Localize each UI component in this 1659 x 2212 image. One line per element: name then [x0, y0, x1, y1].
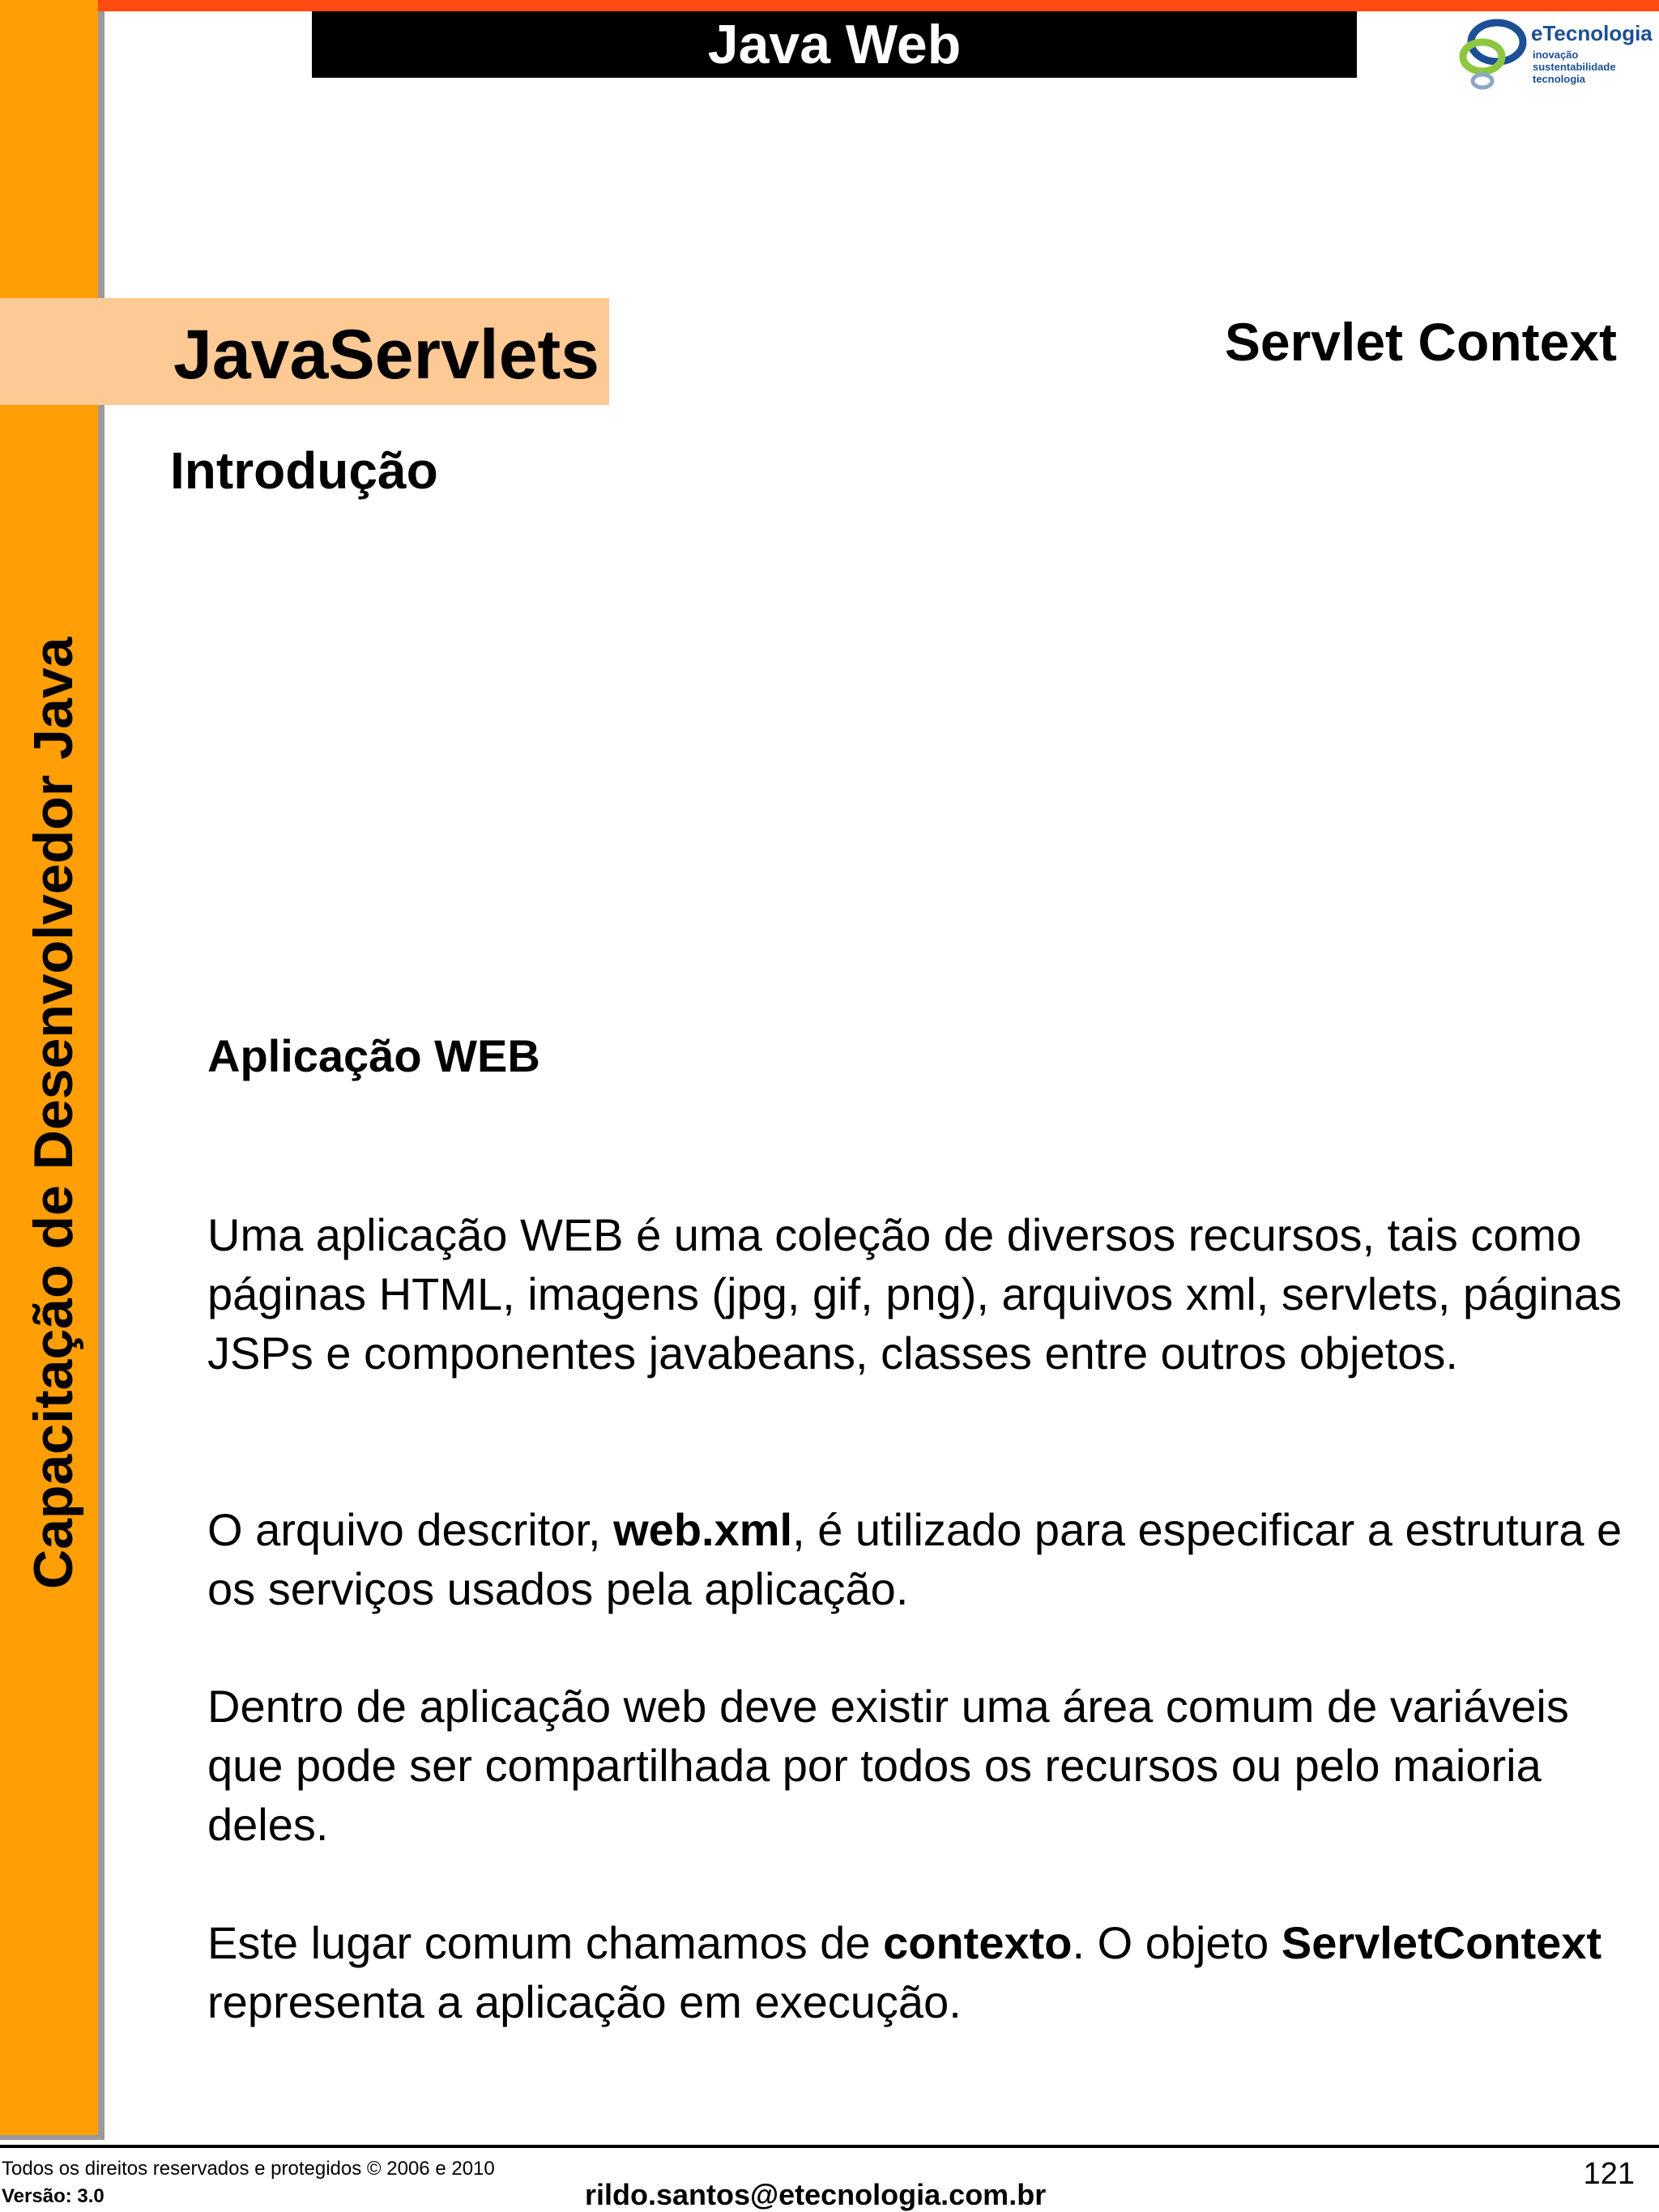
bold-term-web-xml: web.xml — [613, 1504, 793, 1555]
etecnologia-logo-icon — [1450, 15, 1531, 96]
slide-title: Servlet Context — [1224, 312, 1617, 372]
sidebar-label: Capacitação de Desenvolvedor Java — [23, 637, 84, 1589]
header-title: Java Web — [312, 11, 1357, 78]
logo-tagline: inovação — [1533, 49, 1579, 61]
logo-brand: eTecnologia — [1531, 21, 1653, 45]
page-number: 121 — [1583, 2157, 1635, 2191]
logo-tagline: sustentabilidade — [1533, 61, 1616, 73]
sidebar-bottom-shadow — [0, 2135, 104, 2140]
slide-subtitle: Introdução — [170, 441, 438, 500]
content-heading: Aplicação WEB — [207, 1030, 540, 1081]
top-stripe — [0, 0, 1659, 11]
bold-term-servletcontext: ServletContext — [1281, 1917, 1602, 1968]
logo — [1450, 15, 1659, 96]
bold-term-contexto: contexto — [883, 1917, 1073, 1968]
logo-tagline: tecnologia — [1533, 73, 1586, 85]
paragraph-text: O arquivo descritor, — [207, 1504, 614, 1555]
paragraph-context — [207, 1913, 1633, 2031]
footer-version: Versão: 3.0 — [2, 2185, 104, 2207]
footer-divider — [0, 2145, 1659, 2148]
section-title: JavaServlets — [173, 316, 599, 394]
footer-email: rildo.santos@etecnologia.com.br — [585, 2178, 1047, 2211]
paragraph-text: representa a aplicação em execução. — [207, 1976, 962, 2027]
paragraph-text: , é utilizado para especificar a estrutura e os serviços usados pela aplicação. — [207, 1504, 1623, 1614]
paragraph-web-xml — [207, 1500, 1633, 1618]
paragraph-text: Este lugar comum chamamos de — [207, 1917, 884, 1968]
paragraph-web-application: Uma aplicação WEB é uma coleção de diversos recursos, tais como páginas HTML, imagens (jpg, gif, png), arquivos xml, servlets, páginas JSPs e componentes javabeans, classes entre outros objetos. — [207, 1209, 1623, 1379]
footer-copyright: Todos os direitos reservados e protegidos © 2006 e 2010 — [2, 2158, 495, 2180]
paragraph-text: . O objeto — [1072, 1917, 1282, 1968]
paragraph-shared-area: Dentro de aplicação web deve existir uma área comum de variáveis que pode ser compartilhada por todos os recursos ou pelo maioria deles. — [207, 1681, 1569, 1850]
